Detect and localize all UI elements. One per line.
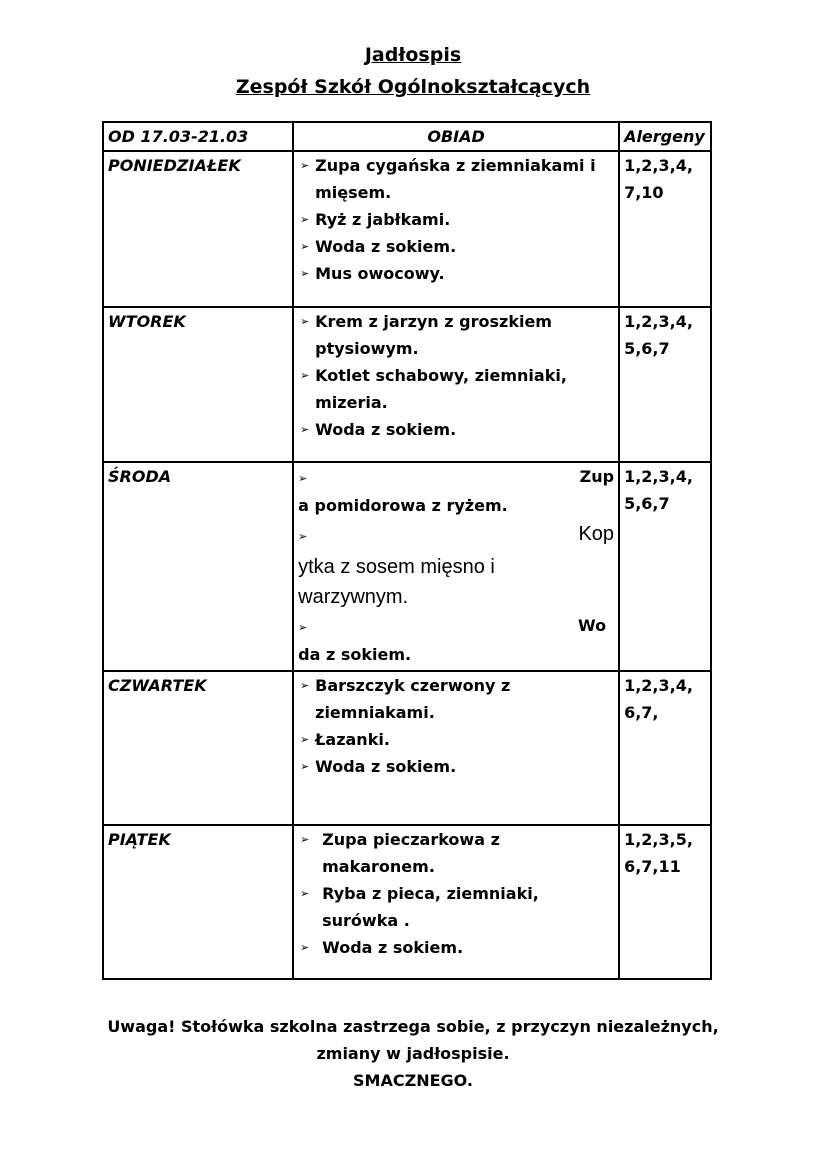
arrow-bullet-icon: ➢ (300, 213, 310, 226)
arrow-bullet-icon: ➢ (300, 887, 310, 900)
arrow-bullet-icon: ➢ (298, 472, 308, 485)
meal-cell (293, 825, 619, 979)
broken-line: ytka z sosem mięsno i (298, 556, 495, 578)
page-title: Jadłospis (364, 44, 462, 66)
table-row (103, 825, 711, 979)
list-item: ➢ Woda z sokiem. (298, 934, 614, 961)
meal-cell (293, 671, 619, 825)
broken-line: a pomidorowa z ryżem. (298, 496, 508, 515)
broken-line: warzywnym. (298, 586, 409, 608)
list-item: ➢ Barszczyk czerwony z ziemniakami. (298, 672, 614, 726)
arrow-bullet-icon: ➢ (300, 833, 310, 846)
menu-table (102, 121, 712, 980)
arrow-bullet-icon: ➢ (300, 733, 310, 746)
list-item: ➢ Zupa cygańska z ziemniakami i mięsem. (298, 152, 614, 206)
header-period: OD 17.03-21.03 (103, 122, 293, 151)
allergens-cell: 1,2,3,4, 5,6,7 (619, 462, 711, 671)
list-item: ➢ Ryba z pieca, ziemniaki, surówka . (298, 880, 614, 934)
day-label: PONIEDZIAŁEK (103, 151, 293, 307)
day-label: ŚRODA (103, 462, 293, 671)
arrow-bullet-icon: ➢ (300, 159, 310, 172)
list-item: ➢ Ryż z jabłkami. (298, 206, 614, 233)
allergens-cell: 1,2,3,4, 6,7, (619, 671, 711, 825)
header-allergens: Alergeny (619, 122, 711, 151)
day-label: WTOREK (103, 307, 293, 462)
header-row (103, 122, 711, 151)
arrow-bullet-icon: ➢ (300, 423, 310, 436)
list-item: ➢ Łazanki. (298, 726, 614, 753)
list-item: ➢ Krem z jarzyn z groszkiem ptysiowym. (298, 308, 614, 362)
day-label: PIĄTEK (103, 825, 293, 979)
arrow-bullet-icon: ➢ (298, 621, 308, 634)
table-row (103, 151, 711, 307)
table-row (103, 462, 711, 671)
meal-cell (293, 151, 619, 307)
allergens-cell: 1,2,3,4, 7,10 (619, 151, 711, 307)
table-row (103, 307, 711, 462)
broken-line: ➢ Kop (298, 519, 614, 552)
table-row (103, 671, 711, 825)
list-item: ➢ Mus owocowy. (298, 260, 614, 287)
allergens-cell: 1,2,3,5, 6,7,11 (619, 825, 711, 979)
meal-cell (293, 462, 619, 671)
arrow-bullet-icon: ➢ (300, 941, 310, 954)
arrow-bullet-icon: ➢ (300, 315, 310, 328)
arrow-bullet-icon: ➢ (300, 679, 310, 692)
list-item: ➢ Zupa pieczarkowa z makaronem. (298, 826, 614, 880)
footer-notice-cont: zmiany w jadłospisie. (316, 1044, 510, 1063)
arrow-bullet-icon: ➢ (298, 531, 308, 543)
header-meal: OBIAD (293, 122, 619, 151)
meal-cell (293, 307, 619, 462)
list-item: ➢ Woda z sokiem. (298, 753, 614, 780)
list-item: ➢ Woda z sokiem. (298, 416, 614, 443)
broken-line: ➢ Zup (298, 463, 614, 492)
broken-line: ➢ Wo (298, 612, 614, 641)
footer-notice: Uwaga! Stołówka szkolna zastrzega sobie, z przyczyn niezależnych, (107, 1017, 719, 1036)
list-item: ➢ Woda z sokiem. (298, 233, 614, 260)
arrow-bullet-icon: ➢ (300, 760, 310, 773)
school-name: Zespół Szkół Ogólnokształcących (235, 76, 591, 98)
day-label: CZWARTEK (103, 671, 293, 825)
allergens-cell: 1,2,3,4, 5,6,7 (619, 307, 711, 462)
list-item: ➢ Kotlet schabowy, ziemniaki, mizeria. (298, 362, 614, 416)
arrow-bullet-icon: ➢ (300, 240, 310, 253)
broken-line: da z sokiem. (298, 645, 412, 664)
arrow-bullet-icon: ➢ (300, 267, 310, 280)
footer-greeting: SMACZNEGO. (353, 1071, 473, 1090)
arrow-bullet-icon: ➢ (300, 369, 310, 382)
